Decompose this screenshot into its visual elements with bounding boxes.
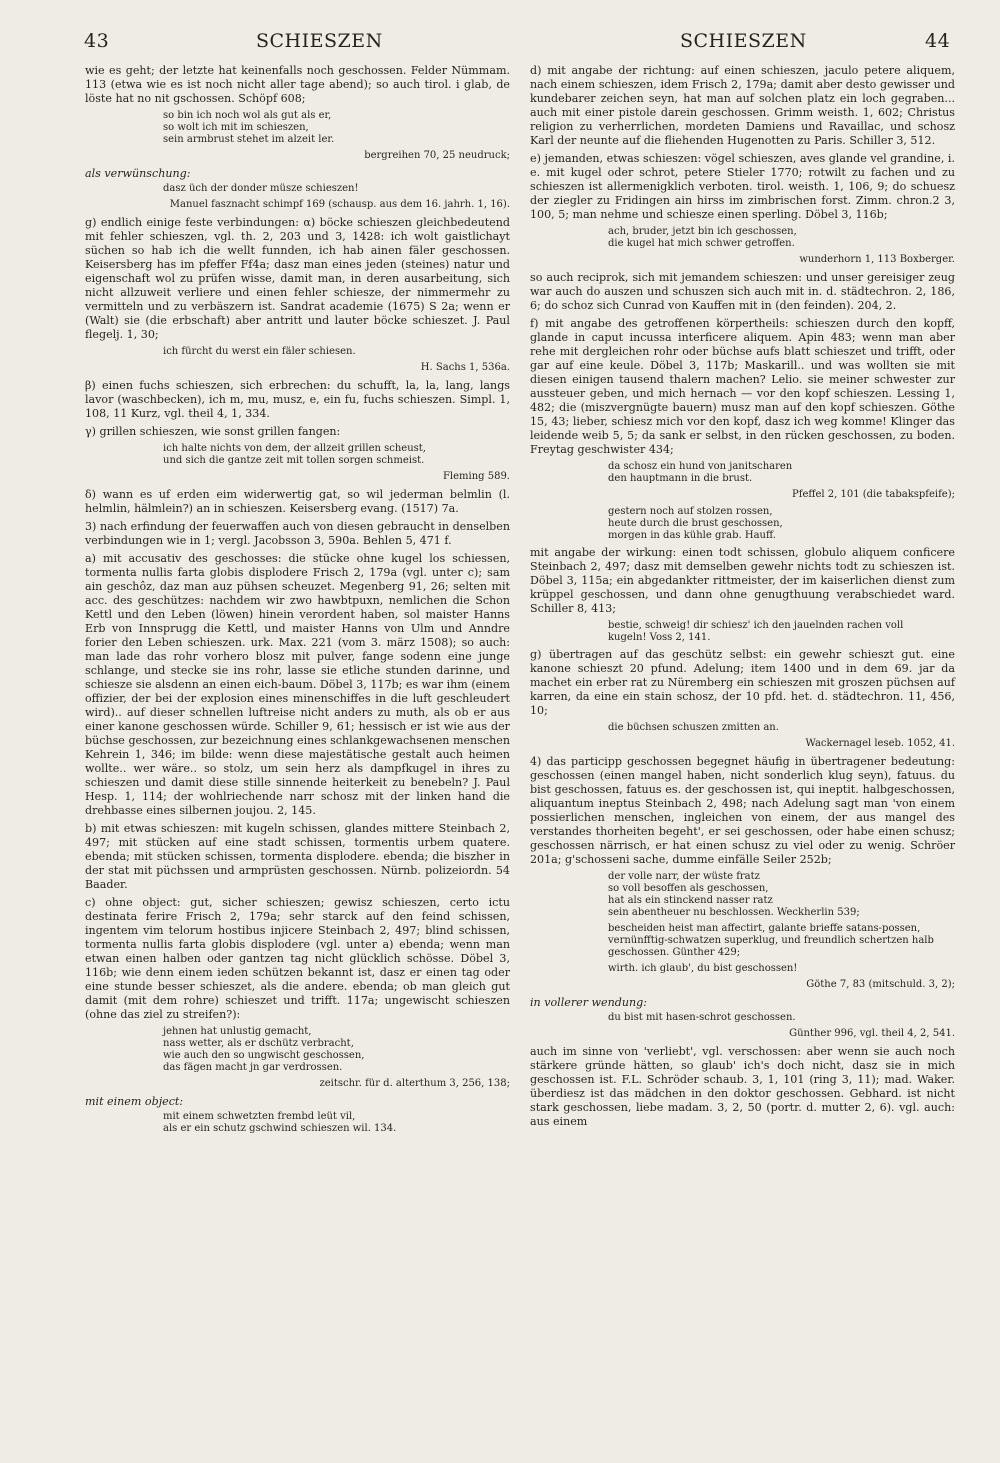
entry-paragraph: δ) wann es uf erden eim widerwertig gat, so wil jederman belmlin (l. helmlin, hälmlein?) an in schieszen. Keisersberg evang. (1517) 7a. (85, 488, 510, 515)
entry-paragraph: wie es geht; der letzte hat keinenfalls noch geschossen. Felder Nümmam. 113 (etwa wie es ist noch nicht aller tage abend); so auch tirol. i glab, de löste hat no nit gschossen. Schöpf 608; (85, 64, 510, 105)
citation-source: Wackernagel leseb. 1052, 41. (805, 738, 955, 749)
verse-line: sein abentheuer nu beschlossen. Weckherlin 539; (608, 907, 860, 918)
verse-line: so wolt ich mit im schieszen, (163, 122, 309, 133)
verse-line: bestie, schweig! dir schiesz' ich den jauelnden rachen voll (608, 620, 904, 631)
verse-line: mit einem schwetzten frembd leüt vil, (163, 1111, 356, 1122)
verse-quotation (530, 506, 955, 542)
citation-source: Fleming 589. (442, 471, 510, 482)
entry-paragraph: mit angabe der wirkung: einen todt schissen, globulo aliquem conficere Steinbach 2, 497; dasz mit demselben gewehr nichts todt zu schieszen ist. Döbel 3, 115a; ein abgedankter rittmeister, der im kaiserlichen dienst zum krüppel geschossen, und dann ohne genugthuung verabschiedet ward. Schiller 8, 413; (530, 546, 955, 615)
entry-paragraph: f) mit angabe des getroffenen körpertheils: schieszen durch den kopff, glande in caput incussa interficere aliquem. Apin 483; wenn man aber rehe mit dergleichen rohr oder büchse aufs blatt schieszet und trifft, oder gar auf eine keule. Döbel 3, 117b; Maskarill.. und was wollten sie mit diesen einigen tausend thalern machen? Lelio. sie meiner schwester zur aussteuer geben, und mich hernach — vor den kopf schieszen. Lessing 1, 482; die (miszvergnügte bauern) musz man auf den kopf schieszen. Göthe 15, 43; lieber, schiesz mich vor den kopf, dasz ich weg komme! Klinger das leidende weib 5, 5; da sank er selbst, in den rücken geschossen, zu boden. Freytag geschwister 434; (530, 317, 955, 456)
verse-line: und sich die gantze zeit mit tollen sorgen schmeist. (163, 455, 425, 466)
left-column (85, 64, 510, 1139)
verse-line: ich fürcht du werst ein fäler schiesen. (163, 346, 356, 357)
verse-line: nass wetter, als er dschütz verbracht, (163, 1038, 354, 1049)
running-title-right: SCHIESZEN (680, 30, 807, 52)
citation-source: wunderhorn 1, 113 Boxberger. (799, 254, 955, 265)
verse-quotation (530, 871, 955, 919)
verse-quotation (530, 923, 955, 959)
verse-line: so bin ich noch wol als gut als er, (163, 110, 332, 121)
usage-label: als verwünschung: (85, 167, 191, 180)
verse-quotation (530, 620, 955, 644)
verse-line: vernünfftig-schwatzen superklug, und freundlich schertzen halb (608, 935, 934, 946)
verse-line: jehnen hat unlustig gemacht, (163, 1026, 312, 1037)
verse-line: wirth. ich glaub', du bist geschossen! (608, 963, 798, 974)
citation-source: Günther 996, vgl. theil 4, 2, 541. (789, 1028, 955, 1039)
verse-quotation (530, 1012, 955, 1024)
citation-source: Manuel fasznacht schimpf 169 (schausp. aus dem 16. jahrh. 1, 16). (169, 199, 510, 210)
usage-label: mit einem object: (85, 1095, 184, 1108)
verse-line: das fägen macht jn gar verdrossen. (163, 1062, 343, 1073)
verse-line: wie auch den so ungwischt geschossen, (163, 1050, 365, 1061)
page-number-left: 43 (84, 30, 110, 52)
entry-paragraph: 3) nach erfindung der feuerwaffen auch von diesen gebraucht in denselben verbindungen wie in 1; vergl. Jacobsson 3, 590a. Behlen 5, 471 f. (85, 520, 510, 547)
citation-source: H. Sachs 1, 536a. (420, 362, 510, 373)
verse-quotation (530, 226, 955, 250)
verse-line: kugeln! Voss 2, 141. (608, 632, 711, 643)
verse-line: du bist mit hasen-schrot geschossen. (608, 1012, 796, 1023)
verse-line: geschossen. Günther 429; (608, 947, 741, 958)
verse-line: da schosz ein hund von janitscharen (608, 461, 793, 472)
entry-paragraph: 4) das participp geschossen begegnet häufig in übertragener bedeutung: geschossen (einen mangel haben, nicht sonderlich klug seyn), fatuus. du bist geschossen, fatuus es. der geschossen ist, qui ineptit. halbgeschossen, aliquantum ineptus Steinbach 2, 498; nach Adelung sagt man 'von einem possierlichen menschen, ingleichen von einem, der aus mangel des verstandes thorheiten begeht', er sei geschossen, oder habe einen schusz; geschossen närrisch, er hat einen schusz zu viel oder zu wenig. Schröer 201a; g'schosseni sache, dumme einfälle Seiler 252b; (530, 755, 955, 866)
running-title-left: SCHIESZEN (256, 30, 383, 52)
usage-label: in vollerer wendung: (530, 996, 647, 1009)
entry-paragraph: g) übertragen auf das geschütz selbst: ein gewehr schieszt gut. eine kanone schieszt 20 pfund. Adelung; item 1400 und in dem 69. jar da machet ein erber rat zu Nüremberg ein schieszen mit groszen püchsen auf karren, da eine ein stain schosz, der 10 pfd. het. d. städtechron. 11, 456, 10; (530, 648, 955, 717)
verse-line: ach, bruder, jetzt bin ich geschossen, (608, 226, 797, 237)
entry-paragraph: g) endlich einige feste verbindungen: α) böcke schieszen gleichbedeutend mit fehler schieszen, vgl. th. 2, 203 und 3, 1428: ich wolt gaistlichayt süchen so hab ich die wellt funnden, ich hab ainen fäler geschossen. Keisersberg has im pfeffer Ff4a; dasz man eines jeden (steines) natur und eigenschaft wol zu prüfen wisse, damit man, in deren ausarbeitung, sich nicht allzuweit verliere und einen fehler schiesze, der nimmermehr zu vermitteln und zu verbäszern ist. Sandrat academie (1675) S 2a; wenn er (Walt) sie (die erbschaft) aber antritt und lauter böcke schieszet. J. Paul flegelj. 1, 30; (85, 216, 510, 341)
verse-line: sein armbrust stehet im alzeit ler. (163, 134, 335, 145)
verse-quotation (85, 1111, 510, 1135)
verse-quotation (85, 443, 510, 467)
citation-source: Göthe 7, 83 (mitschuld. 3, 2); (806, 979, 955, 990)
verse-line: so voll besoffen als geschossen, (608, 883, 769, 894)
entry-paragraph: c) ohne object: gut, sicher schieszen; gewisz schieszen, certo ictu destinata ferire Frisch 2, 179a; sehr starck auf den feind schissen, ingentem vim telorum hostibus injicere Steinbach 2, 497; blind schissen, tormenta nullis farta globis displodere (vgl. unter a) ebenda; wenn man etwan einen halben oder gantzen tag nicht glücklich schösse. Döbel 3, 116b; wie denn einem ieden schützen bekannt ist, dasz er einen tag oder eine stunde besser schieszet, als die andere. ebenda; ob man gleich gut damit (mit dem rohre) schieszet und trifft. 117a; ungewischt schieszen (ohne das ziel zu streifen?): (85, 896, 510, 1021)
verse-quotation (85, 110, 510, 146)
verse-quotation (530, 722, 955, 734)
verse-line: dasz üch der donder müsze schieszen! (163, 183, 359, 194)
entry-paragraph: b) mit etwas schieszen: mit kugeln schissen, glandes mittere Steinbach 2, 497; mit stücken auf eine stadt schissen, tormentis urbem quatere. ebenda; mit stücken schissen, tormenta displodere. ebenda; die biszher in der stat mit püchssen und armprüsten geschossen. Nürnb. polizeiordn. 54 Baader. (85, 822, 510, 891)
entry-paragraph: so auch reciprok, sich mit jemandem schieszen: und unser gereisiger zeug war auch do auszen und schuszen sich auch mit in. d. städtechron. 2, 186, 6; do schoz sich Cunrad von Kauffen mit in (den feinden). 204, 2. (530, 271, 955, 312)
right-column (530, 64, 955, 1133)
entry-paragraph: d) mit angabe der richtung: auf einen schieszen, jaculo petere aliquem, nach einem schieszen, idem Frisch 2, 179a; damit aber desto gewisser und kundebarer zeichen seyn, hat man auf solchen platz ein loch gegraben... auch mit einer pistole darein geschossen. Grimm weisth. 1, 602; Christus religion zu verherrlichen, mordeten Damiens und Ravaillac, und schosz Karl der neunte auf die fliehenden Hugenotten zu Paris. Schiller 3, 512. (530, 64, 955, 147)
entry-paragraph: γ) grillen schieszen, wie sonst grillen fangen: (85, 425, 341, 438)
verse-line: der volle narr, der wüste fratz (608, 871, 760, 882)
citation-source: zeitschr. für d. alterthum 3, 256, 138; (319, 1078, 510, 1089)
verse-quotation (530, 963, 955, 975)
verse-line: bescheiden heist man affectirt, galante brieffe satans-possen, (608, 923, 921, 934)
verse-line: ich halte nichts von dem, der allzeit grillen scheust, (163, 443, 426, 454)
verse-quotation (85, 346, 510, 358)
verse-line: gestern noch auf stolzen rossen, (608, 506, 773, 517)
entry-paragraph: a) mit accusativ des geschosses: die stücke ohne kugel los schiessen, tormenta nullis farta globis displodere Frisch 2, 179a (vgl. unter c); sam ain geschôz, daz man auz pühsen scheuzet. Megenberg 91, 26; selten mit acc. des geschützes: nachdem wir zwo hawbtpuxn, nemlichen die Schon Kettl und den Leben (löwen) hinein verordent haben, sol maister Hanns Erb von Innsprugg die Kettl, und maister Hanns von Ulm und Anndre forier den Leben schieszen. urk. Max. 221 (vom 3. märz 1508); so auch: man lade das rohr vorhero blosz mit pulver, fange sodenn eine junge schlange, und stecke sie ins rohr, lasse sie etliche stunden darinne, und schiesze sie alsdenn an einen eich-baum. Döbel 3, 117b; es war ihm (einem offizier, der bei der explosion eines minenschiffes in die luft geschleudert wird).. auf dieser schnellen luftreise nicht anders zu muth, als ob er aus einer kanone geschossen würde. Schiller 9, 61; hessisch er ist wie aus der büchse geschossen, zur bezeichnung eines schlankgewachsenen menschen Kehrein 1, 346; im bilde: wenn diese majestätische gestalt auch heimen wollte.. wer wäre.. so stolz, um sein herz als dampfkugel in ihres zu schieszen und damit diese stille sinnende heiterkeit zu benebeln? J. Paul Hesp. 1, 114; der wohlriechende narr schosz mit der linken hand die drehbasse eines silbernen joujou. 2, 145. (85, 552, 510, 817)
verse-quotation (85, 183, 510, 195)
verse-line: heute durch die brust geschossen, (608, 518, 783, 529)
verse-line: morgen in das kühle grab. Hauff. (608, 530, 776, 541)
verse-line: die büchsen schuszen zmitten an. (608, 722, 779, 733)
verse-quotation (530, 461, 955, 485)
citation-source: Pfeffel 2, 101 (die tabakspfeife); (792, 489, 955, 500)
citation-source: bergreihen 70, 25 neudruck; (364, 150, 510, 161)
entry-paragraph: e) jemanden, etwas schieszen: vögel schieszen, aves glande vel grandine, i. e. mit kugel oder schrot, petere Stieler 1770; rotwilt zu fachen und zu schieszen ist allermenigklich verboten. tirol. weisth. 1, 106, 9; do schuesz der ziegler zu Fridingen ain hirss im zimbrischen forst. Zimm. chron.2 3, 100, 5; man nehme und schiesze einen sperling. Döbel 3, 116b; (530, 152, 955, 221)
entry-paragraph: β) einen fuchs schieszen, sich erbrechen: du schufft, la, la, lang, langs lavor (waschbecken), ich m, mu, musz, e, ein fu, fuchs schieszen. Simpl. 1, 108, 11 Kurz, vgl. theil 4, 1, 334. (85, 379, 510, 420)
verse-line: hat als ein stinckend nasser ratz (608, 895, 773, 906)
verse-quotation (85, 1026, 510, 1074)
entry-paragraph: auch im sinne von 'verliebt', vgl. verschossen: aber wenn sie auch noch stärkere gründe hätten, so glaub' ich's doch nicht, dasz sie in mich geschossen ist. F.L. Schröder schaub. 3, 1, 101 (ring 3, 11); mad. Waker. überdiesz ist das mädchen in den doktor geschossen. Gebhard. ist nicht stark geschossen, liebe madam. 3, 2, 50 (portr. d. mutter 2, 6). vgl. auch: aus einem (530, 1045, 955, 1128)
page-number-right: 44 (925, 30, 951, 52)
verse-line: den hauptmann in die brust. (608, 473, 753, 484)
verse-line: als er ein schutz gschwind schieszen wil. 134. (163, 1123, 397, 1134)
verse-line: die kugel hat mich schwer getroffen. (608, 238, 795, 249)
